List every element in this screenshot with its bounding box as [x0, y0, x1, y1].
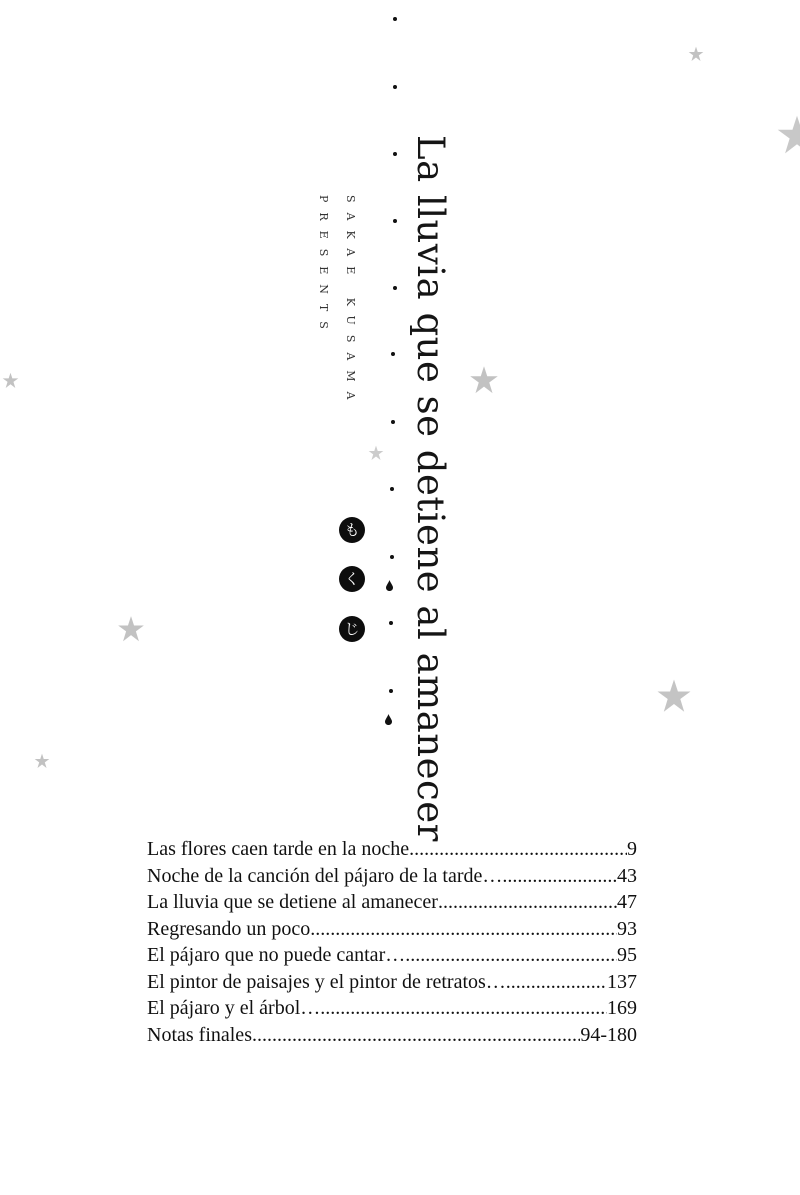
toc-entry-title: Las flores caen tarde en la noche: [147, 838, 410, 860]
toc-entry-page: 9: [627, 838, 637, 860]
toc-entry[interactable]: [147, 1022, 637, 1049]
toc-entry-page: 47: [617, 891, 637, 913]
star-icon: [656, 678, 692, 714]
dot: [389, 621, 393, 625]
dot-leader: [405, 942, 617, 969]
toc-entry-title: Notas finales: [147, 1023, 252, 1046]
toc-entry-page: 43: [617, 864, 637, 887]
toc-entry[interactable]: [147, 916, 637, 943]
page-title: La lluvia que se detiene al amanecer: [409, 135, 452, 842]
star-icon: [688, 46, 704, 62]
kana-circle-ku: く: [339, 566, 365, 592]
dot-leader: [438, 889, 617, 916]
dot-leader: [310, 916, 617, 943]
drop-icon: [385, 714, 392, 725]
toc-entry[interactable]: [147, 969, 637, 996]
star-icon: [776, 114, 800, 156]
drop-icon: [386, 580, 393, 591]
dot: [390, 555, 394, 559]
star-icon: [469, 365, 499, 395]
toc-entry[interactable]: [147, 836, 637, 863]
dot: [393, 152, 397, 156]
star-icon: [34, 753, 50, 769]
dot: [390, 487, 394, 491]
toc-entry[interactable]: [147, 889, 637, 916]
toc-entry-title: Regresando un poco: [147, 917, 311, 940]
toc-entry-page: 94-180: [580, 1023, 637, 1046]
dot-leader: [506, 969, 607, 996]
toc-entry[interactable]: [147, 995, 637, 1022]
toc-entry[interactable]: [147, 863, 637, 890]
toc-entry-page: 169: [607, 997, 637, 1019]
dot-leader: [502, 863, 617, 890]
star-icon: [117, 615, 145, 643]
author-name: SAKAE KUSAMA: [344, 195, 357, 410]
dot-leader: [252, 1022, 580, 1049]
star-icon: [2, 372, 19, 389]
toc-entry-title: El pintor de paisajes y el pintor de retratos…: [147, 970, 506, 993]
star-icon: [368, 445, 384, 461]
toc-entry-title: La lluvia que se detiene al amanecer: [147, 891, 438, 913]
table-of-contents: [147, 836, 637, 1048]
dot-leader: [320, 995, 607, 1022]
dot: [393, 85, 397, 89]
toc-entry-page: 95: [617, 944, 637, 966]
toc-entry-page: 93: [617, 917, 637, 940]
author-presents: PRESENTS: [317, 195, 330, 339]
dot: [393, 219, 397, 223]
kana-circle-mo: も: [339, 517, 365, 543]
kana-circle-ji: じ: [339, 616, 365, 642]
toc-entry-title: El pájaro que no puede cantar…: [147, 944, 406, 966]
toc-entry-page: 137: [607, 970, 637, 993]
dot: [391, 352, 395, 356]
dot: [393, 286, 397, 290]
dot: [389, 689, 393, 693]
dot: [391, 420, 395, 424]
dot-leader: [409, 836, 627, 863]
toc-entry-title: El pájaro y el árbol…: [147, 997, 321, 1019]
toc-entry[interactable]: [147, 942, 637, 969]
dot: [393, 17, 397, 21]
toc-entry-title: Noche de la canción del pájaro de la tarde…: [147, 864, 503, 887]
